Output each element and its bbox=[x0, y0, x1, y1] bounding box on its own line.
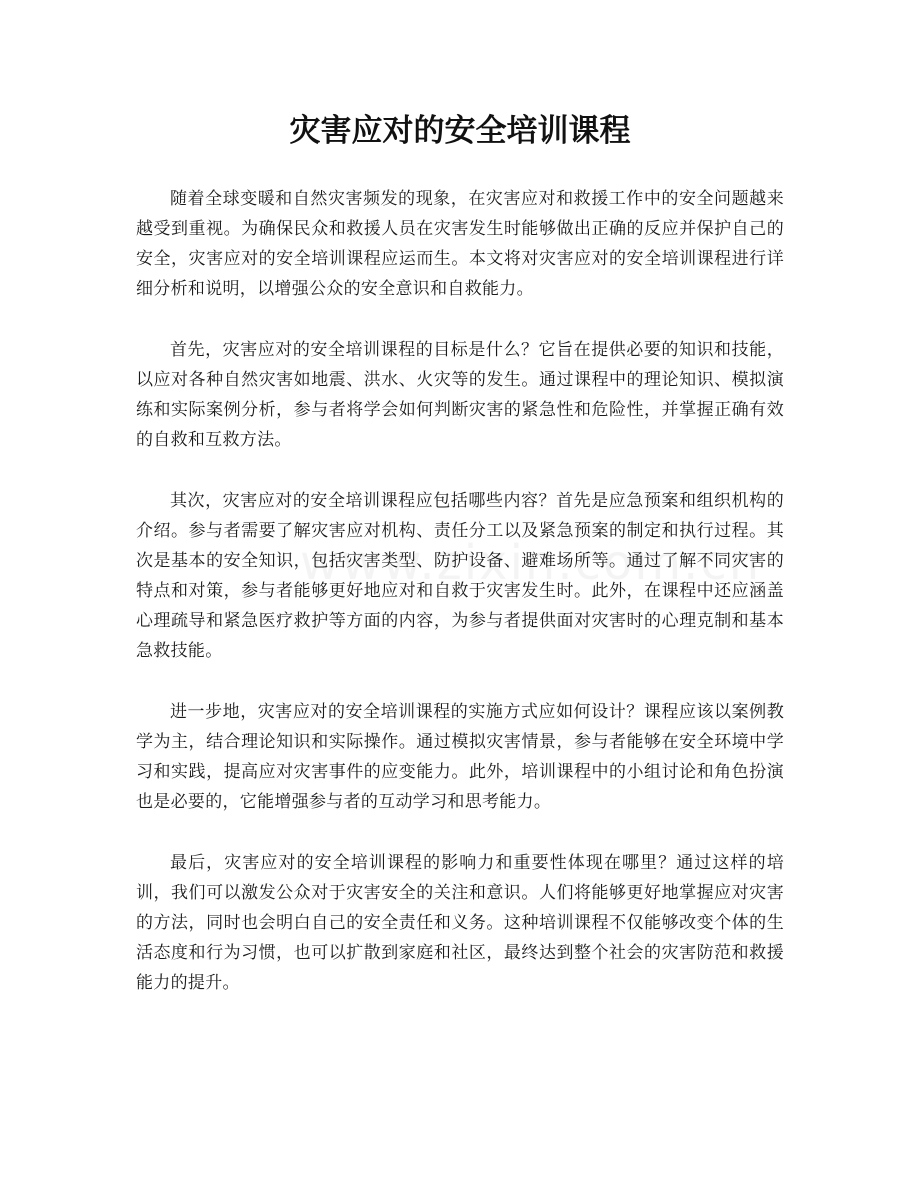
document-title: 灾害应对的安全培训课程 bbox=[289, 113, 631, 149]
paragraph-4: 进一步地，灾害应对的安全培训课程的实施方式应如何设计？课程应该以案例教学为主，结合理论知识和实际操作。通过模拟灾害情景，参与者能够在安全环境中学习和实践，提高应对灾害事件的应变能力。此外，培训课程中的小组讨论和角色扮演也是必要的，它能增强参与者的互动学习和思考能力。 bbox=[136, 702, 784, 812]
paragraph-5: 最后，灾害应对的安全培训课程的影响力和重要性体现在哪里？通过这样的培训，我们可以激发公众对于灾害安全的关注和意识。人们将能够更好地掌握应对灾害的方法，同时也会明白自己的安全责任和义务。这种培训课程不仅能够改变个体的生活态度和行为习惯，也可以扩散到家庭和社区，最终达到整个社会的灾害防范和救援能力的提升。 bbox=[136, 853, 784, 993]
paragraph-2: 首先，灾害应对的安全培训课程的目标是什么？它旨在提供必要的知识和技能，以应对各种自然灾害如地震、洪水、火灾等的发生。通过课程中的理论知识、模拟演练和实际案例分析，参与者将学会如何判断灾害的紧急性和危险性，并掌握正确有效的自救和互救方法。 bbox=[136, 340, 784, 450]
paragraph-3: 其次，灾害应对的安全培训课程应包括哪些内容？首先是应急预案和组织机构的介绍。参与者需要了解灾害应对机构、责任分工以及紧急预案的制定和执行过程。其次是基本的安全知识，包括灾害类型、防护设备、避难场所等。通过了解不同灾害的特点和对策，参与者能够更好地应对和自救于灾害发生时。此外，在课程中还应涵盖心理疏导和紧急医疗救护等方面的内容，为参与者提供面对灾害时的心理克制和基本急救技能。 bbox=[136, 491, 784, 661]
paragraph-1: 随着全球变暖和自然灾害频发的现象，在灾害应对和救援工作中的安全问题越来越受到重视。为确保民众和救援人员在灾害发生时能够做出正确的反应并保护自己的安全，灾害应对的安全培训课程应运而生。本文将对灾害应对的安全培训课程进行详细分析和说明，以增强公众的安全意识和自救能力。 bbox=[136, 189, 784, 299]
document-body bbox=[136, 184, 784, 1029]
